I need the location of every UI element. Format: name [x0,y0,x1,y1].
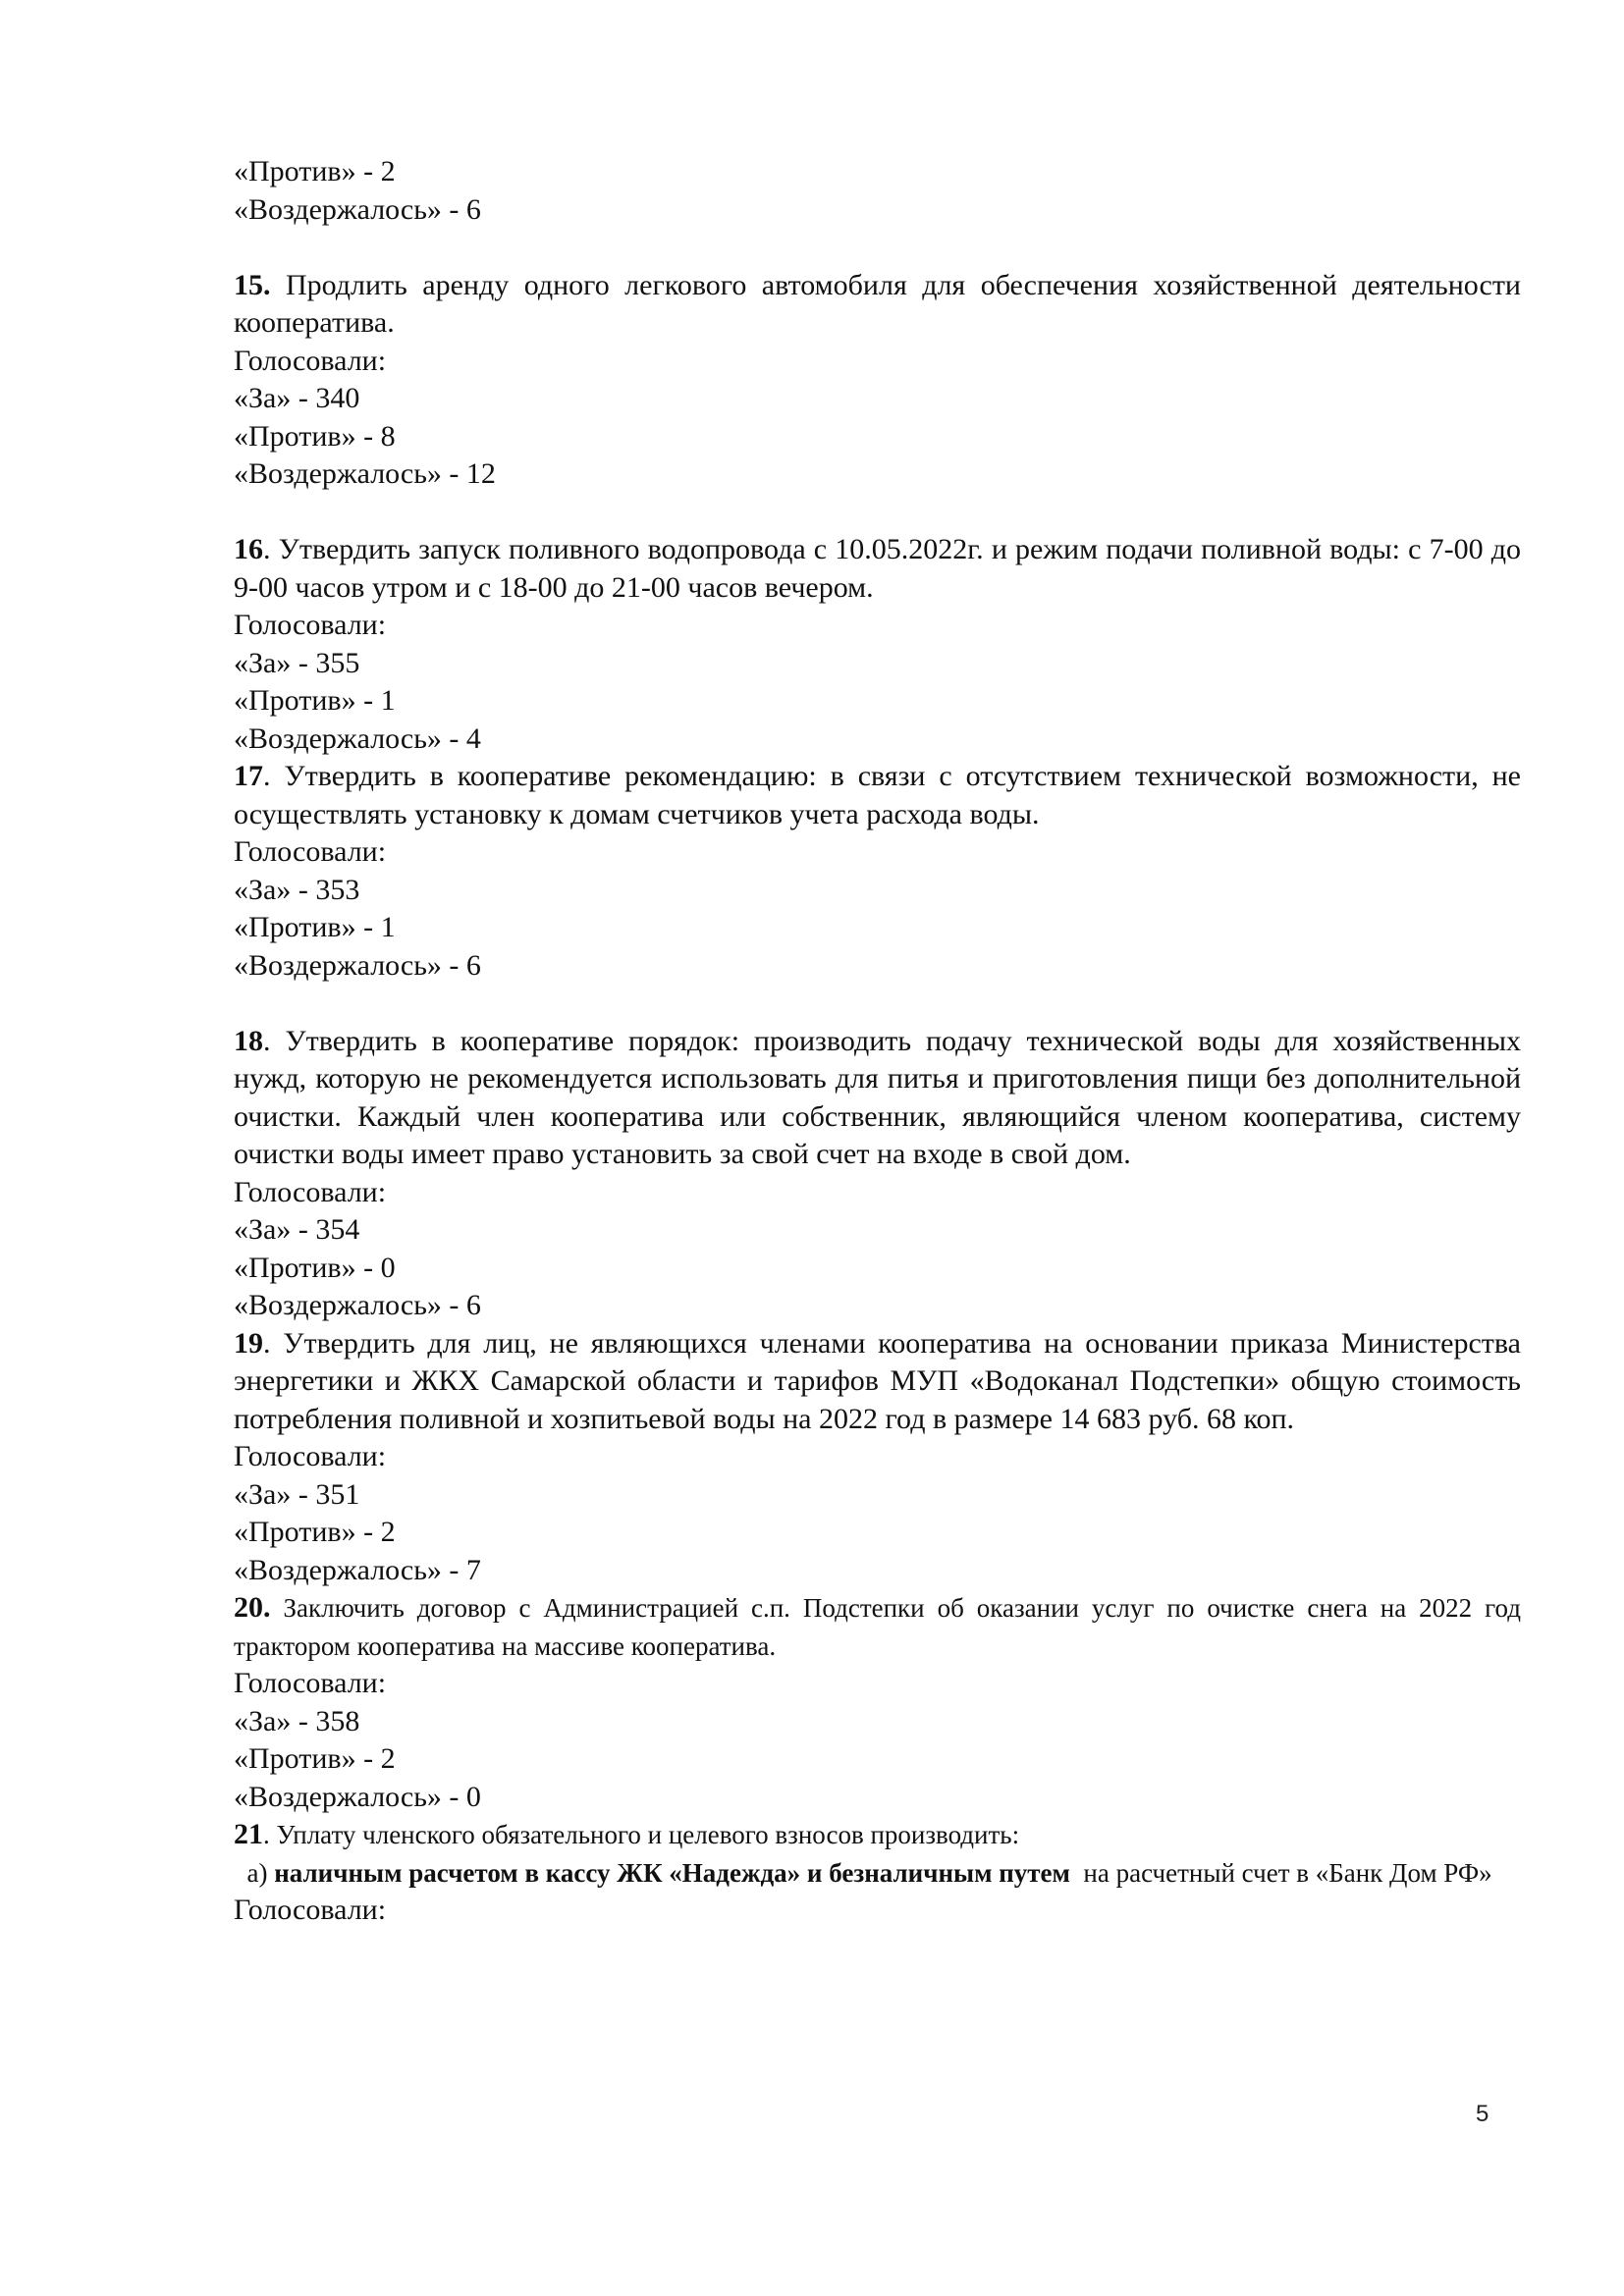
item-18-against: «Против» - 0 [234,1251,396,1284]
item-21-number: 21 [234,1818,263,1850]
item-20-abstain: «Воздержалось» - 0 [234,1780,481,1813]
spacer [234,985,1521,1023]
item-21-sub-prefix: а) [234,1857,275,1888]
item-21-body: . Уплату членского обязательного и целевого взносов производить: [263,1820,1020,1849]
voted-label: Голосовали: [234,835,387,868]
item-20-number: 20. [234,1591,271,1624]
item-20-text [234,1589,1521,1665]
item-19-abstain: «Воздержалось» - 7 [234,1553,481,1586]
voted-label: Голосовали: [234,1667,387,1699]
item-20-for: «За» - 358 [234,1704,360,1737]
spacer [234,494,1521,532]
item-20-against: «Против» - 2 [234,1742,396,1775]
item-18-body: . Утвердить в кооперативе порядок: производить подачу технической воды для хозяйственных нужд, которую не рекомендуется использовать для питья и приготовления пищи без дополнительной очистки. Каждый член кооператива или собственник, являющийся членом кооператива, систему очистки воды имеет право установить за свой счет на входе в свой дом. [234,1024,1521,1170]
item-17-number: 17 [234,760,263,792]
voted-label: Голосовали: [234,344,387,377]
item-16-abstain: «Воздержалось» - 4 [234,721,481,755]
voted-label: Голосовали: [234,1440,387,1472]
item-21-text [234,1816,1521,1854]
item-17-body: . Утвердить в кооперативе рекомендацию: в связи с отсутствием технической возможности, не осуществлять установку к домам счетчиков учета расхода воды. [234,760,1521,830]
item-21-subitem-a [234,1854,1521,1893]
item-16-number: 16 [234,533,263,565]
page-number: 5 [1476,2101,1489,2127]
item-15-abstain: «Воздержалось» - 12 [234,457,496,490]
item-20-body: Заключить договор с Администрацией с.п. Подстепки об оказании услуг по очистке снега на 2022 год трактором кооператива на массиве кооператива. [234,1593,1521,1661]
spacer [234,229,1521,267]
prev-abstain: «Воздержалось» - 6 [234,192,481,226]
item-21-sub-rest: на расчетный счет в «Банк Дом РФ» [1069,1857,1492,1888]
item-16-body: . Утвердить запуск поливного водопровода с 10.05.2022г. и режим подачи поливной воды: с 7-00 до 9-00 часов утром и с 18-00 до 21-00 часов вечером. [234,533,1521,604]
voted-label: Голосовали: [234,609,387,641]
item-18-text [234,1023,1521,1174]
item-15-text [234,267,1521,343]
item-15-for: «За» - 340 [234,382,360,414]
item-15-body: Продлить аренду одного легкового автомобиля для обеспечения хозяйственной деятельности кооператива. [234,268,1521,339]
item-18-for: «За» - 354 [234,1213,360,1246]
prev-against: «Против» - 2 [234,155,396,187]
item-15-against: «Против» - 8 [234,419,396,453]
item-19-number: 19 [234,1326,263,1360]
item-19-body: . Утвердить для лиц, не являющихся членами кооператива на основании приказа Министерства энергетики и ЖКХ Самарской области и тарифов МУП «Водоканал Подстепки» общую стоимость потребления поливной и хозпитьевой воды на 2022 год в размере 14 683 руб. 68 коп. [234,1326,1521,1435]
item-17-against: «Против» - 1 [234,911,396,943]
item-16-against: «Против» - 1 [234,684,396,717]
item-19-for: «За» - 351 [234,1477,360,1511]
item-18-abstain: «Воздержалось» - 6 [234,1289,481,1321]
document-body [234,153,1521,1930]
item-17-text [234,758,1521,833]
voted-label: Голосовали: [234,1175,387,1208]
item-16-for: «За» - 355 [234,646,360,679]
voted-label: Голосовали: [234,1894,387,1926]
item-17-abstain: «Воздержалось» - 6 [234,948,481,982]
item-19-text [234,1325,1521,1439]
item-15-number: 15. [234,268,271,301]
item-16-text [234,531,1521,607]
item-18-number: 18 [234,1024,263,1057]
item-21-sub-bold: наличным расчетом в кассу ЖК «Надежда» и безналичным путем [274,1857,1070,1888]
item-17-for: «За» - 353 [234,873,360,906]
item-19-against: «Против» - 2 [234,1516,396,1548]
